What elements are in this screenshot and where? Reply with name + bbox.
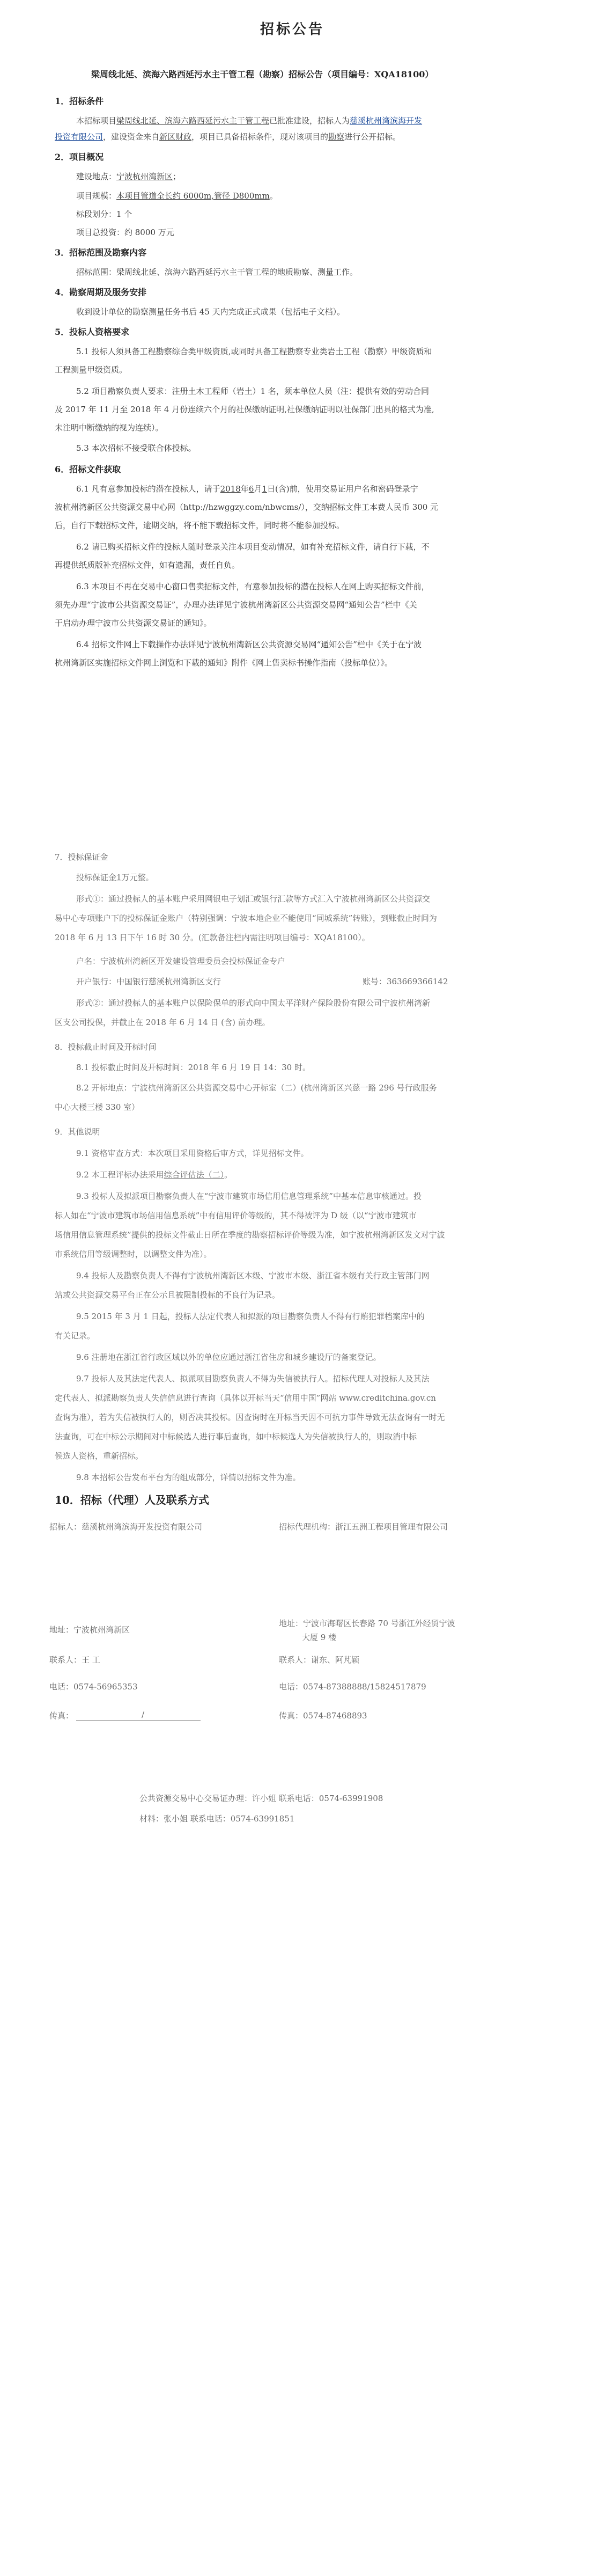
deposit-form-1-line-2: 易中心专项账户下的投标保证金账户（特别强调：宁波本地企业不能使用“同城系统”转账），到账截止时间为 <box>55 913 437 923</box>
section-2-heading: 2．项目概况 <box>55 152 104 162</box>
section-7-heading: 7．投标保证金 <box>55 852 108 862</box>
text-fragment: ，建设资金来自 <box>103 132 160 142</box>
note-9-3-line-2: 标人如在“宁波市建筑市场信用信息系统”中有信用评价等级的，其不得被评为 D 级（以“宁波市建筑市 <box>55 1211 417 1220</box>
note-9-1: 9.1 资格审查方式：本次项目采用资格后审方式，详见招标文件。 <box>76 1148 309 1158</box>
note-9-7-line-3: 查询为准），若为失信被执行人的，则否决其投标。因查询时在开标当天因不可抗力事件导致无法查询有一时无 <box>55 1413 445 1422</box>
tenderer-fax-value: / <box>142 1710 145 1719</box>
note-9-5-line-2: 有关记录。 <box>55 1331 95 1341</box>
note-9-6: 9.6 注册地在浙江省行政区域以外的单位应通过浙江省住房和城乡建设厅的备案登记。 <box>76 1352 381 1362</box>
agency-fax: 传真：0574-87468893 <box>279 1711 367 1721</box>
section-9-heading: 9．其他说明 <box>55 1127 100 1137</box>
document-6-1-line-3: 后，自行下载招标文件，逾期交纳，将不能下载招标文件，同时将不能参加投标。 <box>55 521 345 530</box>
text-fragment: 6.1 凡有意参加投标的潜在投标人，请于 <box>76 484 220 494</box>
deposit-account-number: 账号：363669366142 <box>363 977 448 986</box>
qualification-5-2-line-3: 未注明中断缴纳的视为连续）。 <box>55 423 164 433</box>
tenderer-name: 招标人：慈溪杭州湾滨海开发投资有限公司 <box>49 1522 203 1532</box>
note-9-7-line-1: 9.7 投标人及其法定代表人、拟派项目勘察负责人不得为失信被执行人。招标代理人对投标人及其法 <box>76 1374 430 1384</box>
agency-address-line-1: 地址：宁波市海曙区长春路 70 号浙江外经贸宁波 <box>279 1619 455 1628</box>
document-6-4-line-1: 6.4 招标文件网上下载操作办法详见宁波杭州湾新区公共资源交易网“通知公告”栏中《关于在宁波 <box>76 640 422 649</box>
footer-trade-cert-contact: 公共资源交易中心交易证办理：许小姐 联系电话：0574-63991908 <box>139 1794 383 1803</box>
construction-location <box>76 171 181 182</box>
text-fragment: 年 <box>240 484 249 494</box>
tenderer-contact: 联系人：王 工 <box>49 1655 100 1665</box>
note-9-7-line-2: 定代表人、拟派勘察负责人失信信息进行查询（具体以开标当天“信用中国”网站 www.creditchina.gov.cn <box>55 1393 436 1403</box>
opening-place-line-1: 8.2 开标地点：宁波杭州湾新区公共资源交易中心开标室（二）(杭州湾新区兴慈一路 296 号行政服务 <box>76 1083 437 1093</box>
section-4-heading: 4．勘察周期及服务安排 <box>55 287 147 297</box>
note-9-4-line-1: 9.4 投标人及勘察负责人不得有宁波杭州湾新区本级、宁波市本级、浙江省本级有关行政主管部门网 <box>76 1271 430 1280</box>
text-fragment: 日(含)前，使用交易证用户名和密码登录宁 <box>267 484 418 494</box>
qualification-5-1-line-1: 5.1 投标人须具备工程勘察综合类甲级资质,或同时具备工程勘察专业类岩土工程（勘察）甲级资质和 <box>76 347 432 356</box>
text-fragment: 进行公开招标。 <box>344 132 401 142</box>
document-6-2-line-2: 再提供纸质版补充招标文件，如有遗漏，责任自负。 <box>55 560 240 570</box>
section-5-heading: 5．投标人资格要求 <box>55 327 130 337</box>
text-fragment: 9.2 本工程评标办法采用 <box>76 1170 164 1180</box>
deposit-account-name: 户名：宁波杭州湾新区开发建设管理委员会投标保证金专户 <box>76 956 286 966</box>
tender-scope: 招标范围：梁周线北延、滨海六路西延污水主干管工程的地质勘察、测量工作。 <box>76 267 358 277</box>
document-6-3-line-3: 于启动办理宁波市公共资源交易证的通知》。 <box>55 618 212 628</box>
section-1-line-1 <box>76 115 422 127</box>
deposit-form-1-line-3: 2018 年 6 月 13 日下午 16 时 30 分。(汇款备注栏内需注明项目编号：XQA18100）。 <box>55 933 370 942</box>
deadline-day: 1 <box>262 484 267 494</box>
agency-name: 招标代理机构：浙江五洲工程项目管理有限公司 <box>279 1522 448 1532</box>
agency-phone: 电话：0574-87388888/15824517879 <box>279 1682 426 1692</box>
deposit-bank: 开户银行：中国银行慈溪杭州湾新区支行 <box>76 977 221 986</box>
note-9-4-line-2: 站或公共资源交易平台正在公示且被限制投标的不良行为记录。 <box>55 1290 280 1300</box>
deposit-form-2-line-1: 形式②：通过投标人的基本账户以保险保单的形式向中国太平洋财产保险股份有限公司宁波杭州湾新 <box>76 998 431 1008</box>
tender-type: 勘察 <box>328 132 345 142</box>
project-name: 梁周线北延、滨海六路西延污水主干管工程 <box>116 116 270 126</box>
text-fragment: ，项目已具备招标条件，现对该项目的 <box>191 132 329 142</box>
document-6-4-line-2: 杭州湾新区实施招标文件网上浏览和下载的通知》附件《网上售卖标书操作指南（投标单位）》。 <box>55 658 393 668</box>
text-fragment: 万元整。 <box>121 873 154 882</box>
note-9-8: 9.8 本招标公告发布平台为的组成部分，详情以招标文件为准。 <box>76 1473 301 1482</box>
text-fragment: 月 <box>254 484 262 494</box>
deadline-8-1: 8.1 投标截止时间及开标时间：2018 年 6 月 19 日 14：30 时。 <box>76 1063 311 1072</box>
qualification-5-1-line-2: 工程测量甲级资质。 <box>55 365 128 375</box>
text-fragment: 。 <box>224 1170 233 1180</box>
section-3-heading: 3．招标范围及勘察内容 <box>55 247 147 258</box>
document-6-3-line-2: 须先办理“宁波市公共资源交易证”，办理办法详见宁波杭州湾新区公共资源交易网“通知公告”栏中《关 <box>55 600 417 610</box>
text-fragment: ； <box>173 172 181 181</box>
tenderer-phone: 电话：0574-56965353 <box>49 1682 138 1692</box>
evaluation-method: 综合评估法（二） <box>164 1170 225 1180</box>
deposit-form-1-line-1: 形式①：通过投标人的基本账户采用网银电子划汇或银行汇款等方式汇入宁波杭州湾新区公共资源交 <box>76 894 431 904</box>
tenderer-name-link[interactable]: 投资有限公司 <box>55 132 104 142</box>
tenderer-fax-label: 传真： <box>49 1711 74 1721</box>
footer-materials-contact: 材料：张小姐 联系电话：0574-63991851 <box>139 1814 295 1824</box>
note-9-3-line-4: 市系统信用等级调整时，以调整文件为准）。 <box>55 1249 212 1259</box>
opening-place-line-2: 中心大楼三楼 330 室） <box>55 1102 140 1112</box>
location-value: 宁波杭州湾新区 <box>116 172 173 181</box>
label: 投标保证金 <box>76 873 117 882</box>
section-1-heading: 1．招标条件 <box>55 96 104 106</box>
text-fragment: 本招标项目 <box>76 116 117 126</box>
document-6-2-line-1: 6.2 请已购买招标文件的投标人随时登录关注本项目变动情况，如有补充招标文件，请自行下载，不 <box>76 542 430 552</box>
announcement-subtitle: 梁周线北延、滨海六路西延污水主干管工程（勘察）招标公告（项目编号：XQA18100） <box>91 69 434 79</box>
section-1-line-2 <box>55 131 401 143</box>
label: 建设地点： <box>76 172 117 181</box>
qualification-5-2-line-2: 及 2017 年 11 月至 2018 年 4 月份连续六个月的社保缴纳证明,社保缴纳证明以社保部门出具的格式为准, <box>55 405 434 414</box>
deadline-year: 2018 <box>220 484 241 494</box>
document-6-1-line-2: 波杭州湾新区公共资源交易中心网（http://hzwggzy.com/nbwcms/），交纳招标文件工本费人民币 300 元 <box>55 502 439 512</box>
qualification-5-2-line-1: 5.2 项目勘察负责人要求：注册土木工程师（岩土）1 名，须本单位人员（注：提供有效的劳动合同 <box>76 386 429 396</box>
page-title: 招标公告 <box>260 21 325 38</box>
note-9-7-line-5: 候选人资格，重新招标。 <box>55 1451 144 1461</box>
deposit-value: 1 <box>116 873 122 882</box>
project-scale <box>76 190 278 202</box>
section-6-heading: 6．招标文件获取 <box>55 464 121 474</box>
document-6-3-line-1: 6.3 本项目不再在交易中心窗口售卖招标文件，有意参加投标的潜在投标人在网上购买招标文件前， <box>76 582 430 591</box>
scale-value: 本项目管道全长约 6000m,管径 D800mm <box>116 191 270 201</box>
qualification-5-3: 5.3 本次招标不接受联合体投标。 <box>76 443 196 453</box>
funding-source: 新区财政 <box>159 132 192 142</box>
tenderer-name-link[interactable]: 慈溪杭州湾滨海开发 <box>350 116 423 126</box>
document-6-1-line-1 <box>76 483 418 495</box>
note-9-5-line-1: 9.5 2015 年 3 月 1 日起，投标人法定代表人和拟派的项目勘察负责人不得有行贿犯罪档案库中的 <box>76 1312 425 1321</box>
text-fragment: 已批准建设，招标人为 <box>269 116 350 126</box>
deposit-form-2-line-2: 区支公司投保，并截止在 2018 年 6 月 14 日 (含) 前办理。 <box>55 1018 270 1027</box>
note-9-2 <box>76 1169 232 1181</box>
section-10-heading: 10．招标（代理）人及联系方式 <box>55 1494 209 1506</box>
label: 项目规模： <box>76 191 117 201</box>
total-investment: 项目总投资：约 8000 万元 <box>76 228 174 237</box>
agency-address-line-2: 大厦 9 楼 <box>302 1633 337 1642</box>
section-8-heading: 8．投标截止时间及开标时间 <box>55 1042 157 1052</box>
deadline-month: 6 <box>248 484 254 494</box>
lot-division: 标段划分：1 个 <box>76 209 132 219</box>
tenderer-address: 地址：宁波杭州湾新区 <box>49 1625 130 1635</box>
note-9-3-line-1: 9.3 投标人及拟派项目勘察负责人在“宁波市建筑市场信用信息管理系统”中基本信息审核通过。投 <box>76 1191 422 1201</box>
agency-contact: 联系人：谢东、阿芃颖 <box>279 1655 360 1665</box>
note-9-7-line-4: 法查询，可在中标公示期间对中标候选人进行事后查询，如中标候选人为失信被执行人的，则取消中标 <box>55 1432 417 1441</box>
text-fragment: 。 <box>269 191 278 201</box>
note-9-3-line-3: 场信用信息管理系统”提供的投标文件截止日所在季度的勘察招标评价等级为准，如宁波杭州湾新区发文对宁波 <box>55 1230 445 1240</box>
service-period: 收到设计单位的勘察测量任务书后 45 天内完成正式成果（包括电子文档）。 <box>76 307 345 317</box>
deposit-amount <box>76 872 154 883</box>
